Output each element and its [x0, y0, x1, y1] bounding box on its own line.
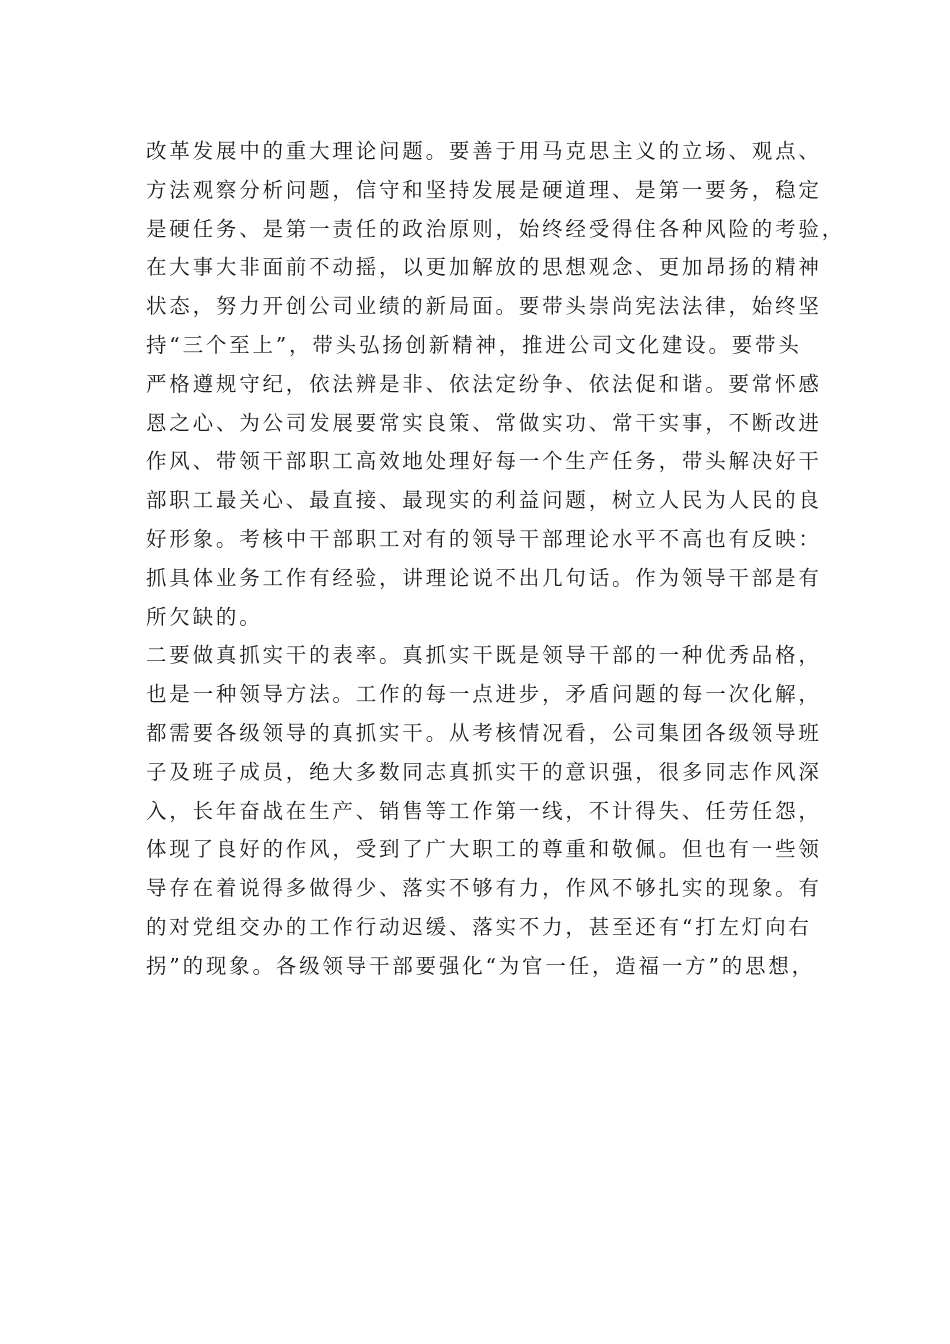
text-line: 所欠缺的。	[146, 604, 263, 629]
text-line: 二要做真抓实干的表率。真抓实干既是领导干部的一种优秀品格，	[146, 643, 822, 668]
text-line: 状态，努力开创公司业绩的新局面。要带头崇尚宪法法律，始终坚	[146, 294, 822, 319]
text-line: 部职工最关心、最直接、最现实的利益问题，树立人民为人民的良	[146, 488, 822, 513]
text-line: 作风、带领干部职工高效地处理好每一个生产任务，带头解决好干	[146, 449, 822, 474]
text-line: 好形象。考核中干部职工对有的领导干部理论水平不高也有反映：	[146, 526, 822, 551]
text-line: 拐”的现象。各级领导干部要强化“为官一任，造福一方”的思想，	[146, 953, 815, 978]
text-line: 方法观察分析问题，信守和坚持发展是硬道理、是第一要务，稳定	[146, 177, 822, 202]
text-line: 抓具体业务工作有经验，讲理论说不出几句话。作为领导干部是有	[146, 565, 822, 590]
text-line: 在大事大非面前不动摇，以更加解放的思想观念、更加昂扬的精神	[146, 255, 822, 280]
text-line: 改革发展中的重大理论问题。要善于用马克思主义的立场、观点、	[146, 139, 822, 163]
text-line: 恩之心、为公司发展要常实良策、常做实功、常干实事，不断改进	[146, 410, 822, 435]
text-line: 都需要各级领导的真抓实干。从考核情况看，公司集团各级领导班	[146, 720, 822, 745]
text-line: 入，长年奋战在生产、销售等工作第一线，不计得失、任劳任怨，	[146, 798, 822, 823]
text-line: 严格遵规守纪，依法辨是非、依法定纷争、依法促和谐。要常怀感	[146, 371, 822, 396]
text-line: 导存在着说得多做得少、落实不够有力，作风不够扎实的现象。有	[146, 876, 822, 901]
text-line: 也是一种领导方法。工作的每一点进步，矛盾问题的每一次化解，	[146, 682, 822, 707]
text-line: 是硬任务、是第一责任的政治原则，始终经受得住各种风险的考验，	[146, 216, 845, 241]
text-line: 体现了良好的作风，受到了广大职工的尊重和敬佩。但也有一些领	[146, 837, 822, 862]
body-text	[146, 132, 845, 986]
text-line: 子及班子成员，绝大多数同志真抓实干的意识强，很多同志作风深	[146, 759, 822, 784]
text-line: 持“三个至上”，带头弘扬创新精神，推进公司文化建设。要带头	[146, 332, 802, 357]
text-line: 的对党组交办的工作行动迟缓、落实不力，甚至还有“打左灯向右	[146, 914, 812, 939]
